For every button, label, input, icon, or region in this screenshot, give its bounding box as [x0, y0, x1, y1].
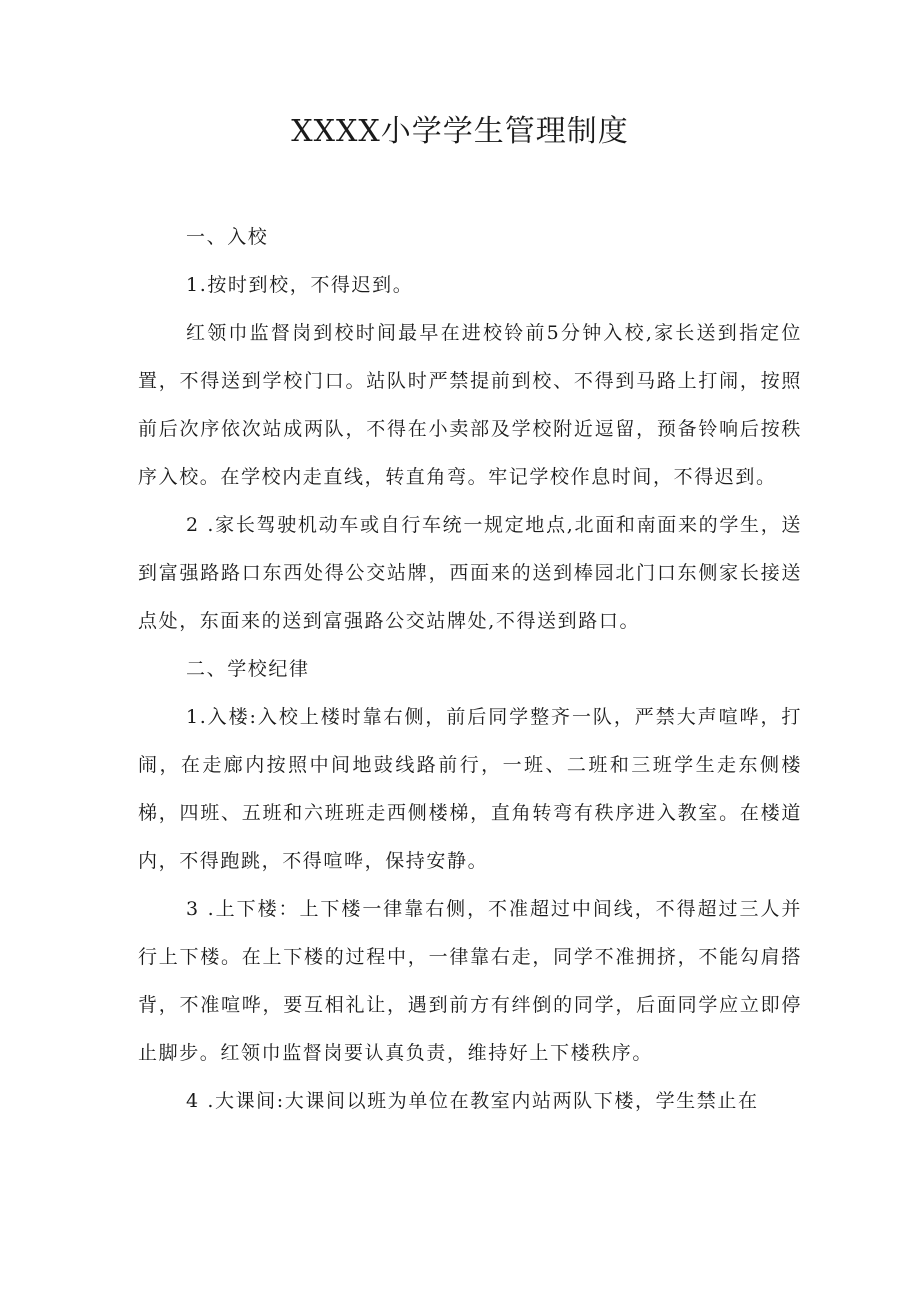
paragraph: 红领巾监督岗到校时间最早在进校铃前5分钟入校,家长送到指定位置，不得送到学校门口。站队时严禁提前到校、不得到马路上打闹，按照前后次序依次站成两队，不得在小卖部及学校附近逗留，预备铃响后按秩序入校。在学校内走直线，转直角弯。牢记学校作息时间，不得迟到。 [138, 322, 802, 488]
rule-item: 4 .大课间:大课间以班为单位在教室内站两队下楼，学生禁止在 [186, 1090, 759, 1112]
rule-item: 1.按时到校，不得迟到。 [186, 274, 414, 296]
section-heading: 二、学校纪律 [186, 658, 310, 680]
rule-item: 2 .家长驾驶机动车或自行车统一规定地点,北面和南面来的学生，送到富强路路口东西处得公交站牌，西面来的送到棒园北门口东侧家长接送点处，东面来的送到富强路公交站牌处,不得送到路口。 [138, 514, 802, 632]
rule-item: 3 .上下楼：上下楼一律靠右侧，不准超过中间线，不得超过三人并行上下楼。在上下楼的过程中，一律靠右走，同学不准拥挤，不能勾肩搭背，不准喧哗，要互相礼让，遇到前方有绊倒的同学，后面同学应立即停止脚步。红领巾监督岗要认真负责，维持好上下楼秩序。 [138, 898, 802, 1064]
rule-item: 1.入楼:入校上楼时靠右侧，前后同学整齐一队，严禁大声喧哗，打闹，在走廊内按照中间地豉线路前行，一班、二班和三班学生走东侧楼梯，四班、五班和六班班走西侧楼梯，直角转弯有秩序进入教室。在楼道内，不得跑跳，不得喧哗，保持安静。 [138, 706, 802, 872]
section-heading: 一、入校 [186, 226, 269, 248]
document-title: XXXX小学学生管理制度 [291, 114, 629, 149]
document-body [138, 213, 802, 1125]
